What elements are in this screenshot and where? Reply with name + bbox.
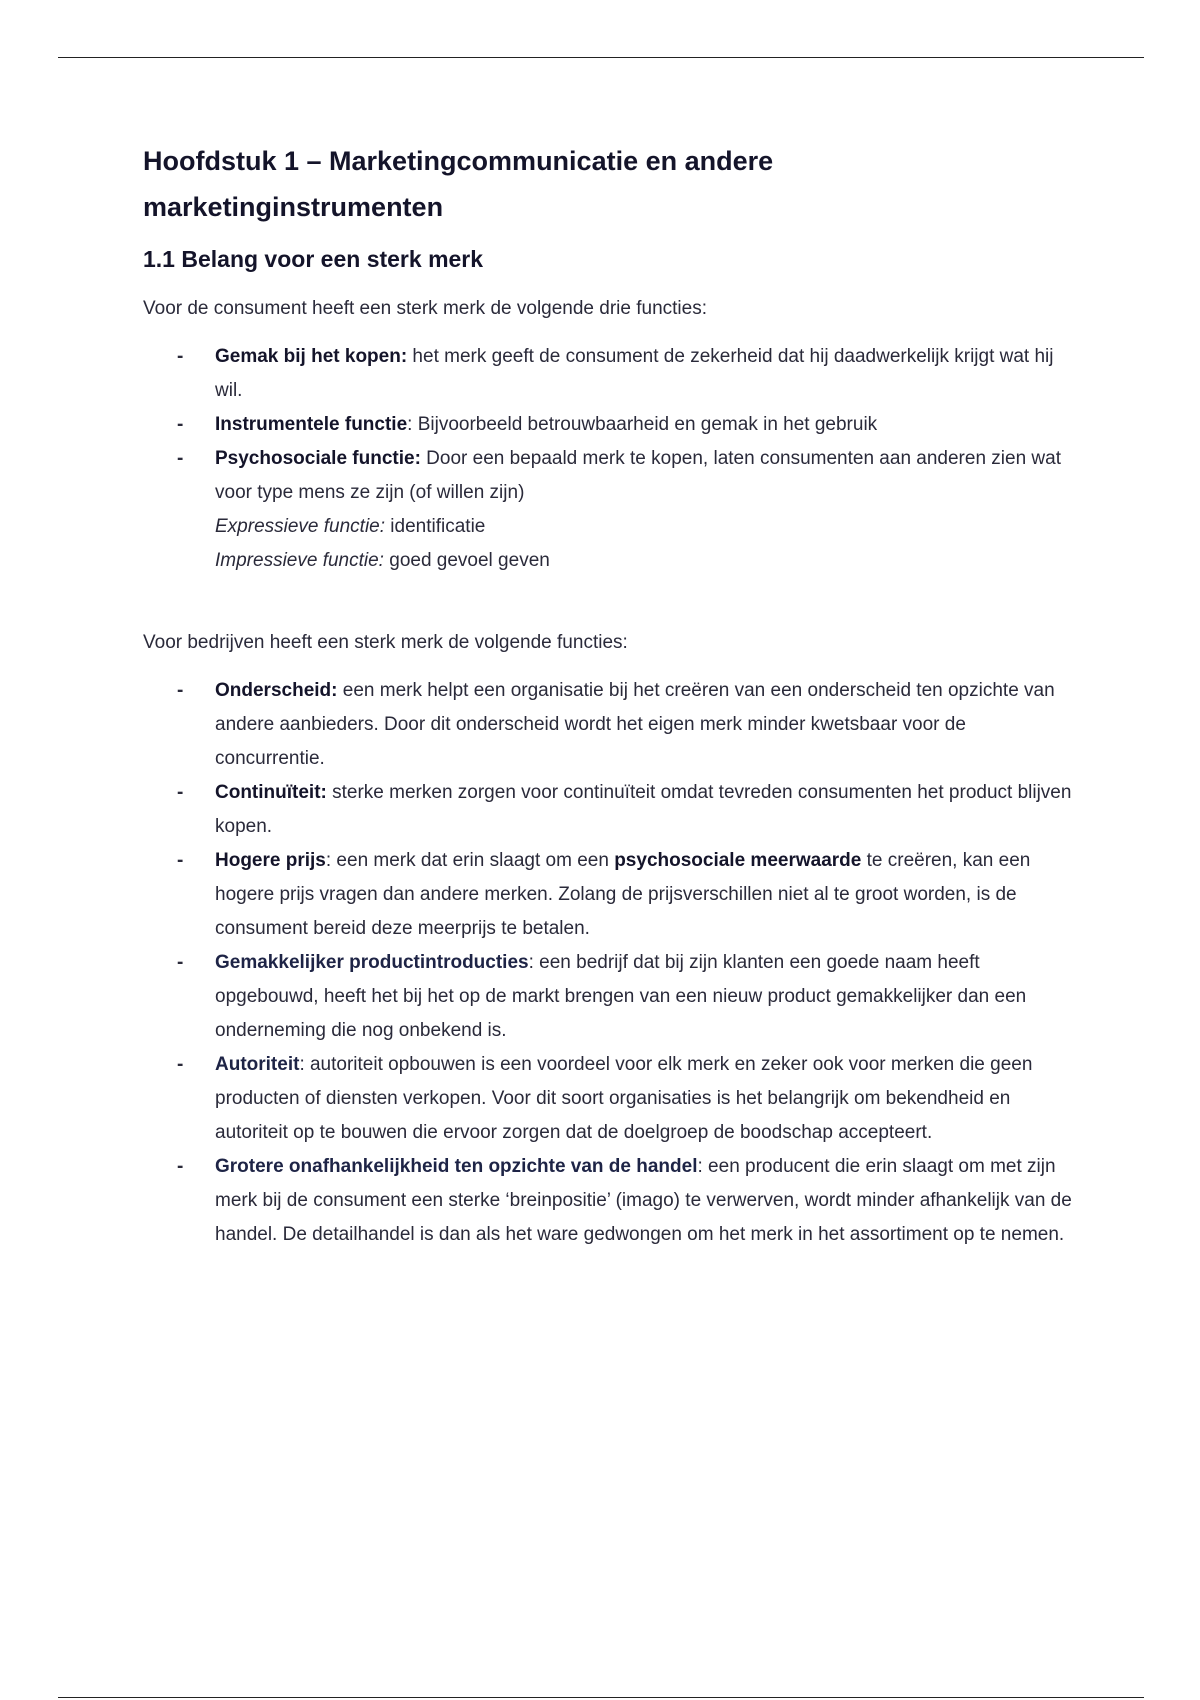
item-text: te creëren, kan een hogere prijs vragen dan andere merken. Zolang de prijsverschillen niet al te groot worden, is de consument bereid deze meerprijs te betalen. [215,850,1031,939]
bullet-dash: - [177,1054,184,1075]
item-term: Gemak bij het kopen: [215,346,408,367]
consumer-function-list [143,340,1073,578]
sub-function-label: Impressieve functie: [215,550,384,571]
item-term: Onderscheid: [215,680,338,701]
bullet-dash: - [177,850,184,871]
bullet-dash: - [177,782,184,803]
list-item [143,844,1073,946]
item-text: een merk helpt een organisatie bij het creëren van een onderscheid ten opzichte van andere aanbieders. Door dit onderscheid wordt het eigen merk minder kwetsbaar voor de concurrentie. [215,680,1055,769]
spacer [143,578,1073,626]
bullet-dash: - [177,952,184,973]
sub-function-impressive [215,544,1073,578]
sub-function-label: Expressieve functie: [215,516,386,537]
item-term: Gemakkelijker productintroducties [215,952,529,973]
item-term: Hogere prijs [215,850,326,871]
item-term: Continuïteit: [215,782,327,803]
list-item [143,776,1073,844]
list-item [143,1150,1073,1252]
item-text: Door een bepaald merk te kopen, laten consumenten aan anderen zien wat voor type mens ze zijn (of willen zijn) [215,448,1061,503]
list-item [143,408,1073,442]
chapter-title: Hoofdstuk 1 – Marketingcommunicatie en andere marketinginstrumenten [143,146,774,222]
sub-function-expressive [215,510,1073,544]
document-body [143,138,1073,1252]
sub-function-text: identificatie [385,516,486,537]
bullet-dash: - [177,414,184,435]
section-title: 1.1 Belang voor een sterk merk [143,246,484,272]
item-text: : autoriteit opbouwen is een voordeel voor elk merk en zeker ook voor merken die geen producten of diensten verkopen. Voor dit soort organisaties is het belangrijk om bekendheid en autoriteit op te bouwen die ervoor zorgen dat de doelgroep de boodschap accepteert. [215,1054,1033,1143]
item-term: Autoriteit [215,1054,300,1075]
consumer-intro: Voor de consument heeft een sterk merk de volgende drie functies: [143,298,707,319]
bullet-dash: - [177,1156,184,1177]
business-intro: Voor bedrijven heeft een sterk merk de volgende functies: [143,632,628,653]
item-term: Grotere onafhankelijkheid ten opzichte van de handel [215,1156,698,1177]
list-item [143,340,1073,408]
bullet-dash: - [177,448,184,469]
item-term: Instrumentele functie [215,414,408,435]
list-item [143,1048,1073,1150]
list-item [143,442,1073,578]
item-text: sterke merken zorgen voor continuïteit omdat tevreden consumenten het product blijven kopen. [215,782,1072,837]
top-rule [58,57,1144,58]
item-text: : een producent die erin slaagt om met zijn merk bij de consument een sterke ‘breinpositie’ (imago) te verwerven, wordt minder afhankelijk van de handel. De detailhandel is dan als het ware gedwongen om het merk in het assortiment op te nemen. [215,1156,1072,1245]
list-item [143,946,1073,1048]
list-item [143,674,1073,776]
item-text: : een merk dat erin slaagt om een [325,850,615,871]
bullet-dash: - [177,680,184,701]
business-function-list [143,674,1073,1252]
item-text: : Bijvoorbeeld betrouwbaarheid en gemak in het gebruik [407,414,878,435]
item-text: het merk geeft de consument de zekerheid dat hij daadwerkelijk krijgt wat hij wil. [215,346,1054,401]
item-emphasis: psychosociale meerwaarde [614,850,862,871]
bullet-dash: - [177,346,184,367]
item-term: Psychosociale functie: [215,448,421,469]
sub-function-text: goed gevoel geven [383,550,550,571]
bottom-rule [58,1697,1144,1698]
item-text: : een bedrijf dat bij zijn klanten een goede naam heeft opgebouwd, heeft het bij het op de markt brengen van een nieuw product gemakkelijker dan een onderneming die nog onbekend is. [215,952,1027,1041]
